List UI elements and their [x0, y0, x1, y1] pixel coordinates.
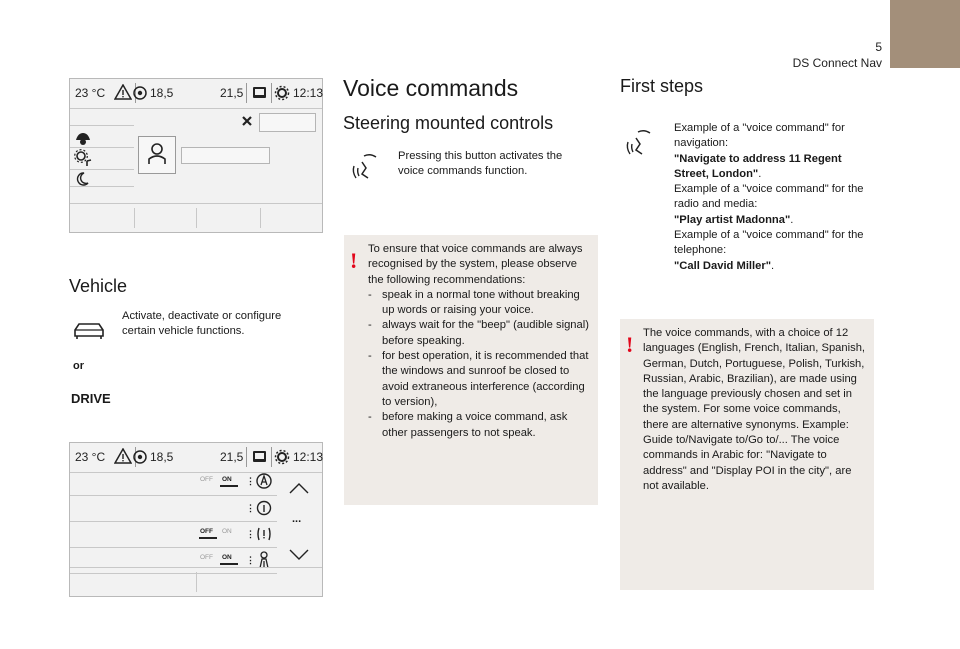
- right-temp-setting: 21,5: [220, 450, 244, 464]
- bottom-bar: [70, 567, 322, 596]
- settings-icon: [274, 85, 290, 101]
- drive-button-label: DRIVE: [71, 391, 111, 406]
- toggle-track[interactable]: [199, 537, 217, 539]
- toggle-on-label: ON: [222, 476, 232, 483]
- row-menu-icon: ⋮: [246, 503, 255, 513]
- list-item: - always wait for the "beep" (audible signal) before speaking.: [368, 319, 589, 347]
- phone-icon: [251, 85, 269, 101]
- sound-settings-icon[interactable]: [74, 149, 94, 167]
- toggle-on-label: ON: [222, 528, 232, 535]
- voice-command-examples: [674, 121, 864, 274]
- voice-button-description: Pressing this button activates the voice commands function.: [398, 150, 563, 178]
- left-temp-setting: 18,5: [150, 86, 174, 100]
- vehicle-settings-icon[interactable]: [74, 130, 92, 146]
- voice-recommendations-note: [344, 235, 598, 505]
- status-bar: [70, 79, 322, 109]
- vehicle-title: Vehicle: [69, 276, 128, 296]
- right-temp-setting: 21,5: [220, 86, 244, 100]
- row-menu-icon: ⋮: [246, 555, 255, 565]
- vehicle-description: Activate, deactivate or configure certain vehicle functions.: [122, 310, 282, 338]
- example-navigation-command: "Navigate to address 11 Regent Street, London".: [674, 152, 842, 180]
- clock-readout: 12:13: [293, 86, 324, 100]
- toggle-off-label: OFF: [200, 528, 213, 535]
- phone-icon: [251, 449, 269, 465]
- warning-icon: [114, 448, 132, 464]
- voice-command-button-icon: [624, 128, 660, 158]
- driving-functions-screen-mockup: [69, 442, 323, 597]
- vehicle-icon: [72, 318, 106, 342]
- or-label: or: [73, 360, 84, 372]
- warning-mark: !: [626, 332, 634, 357]
- voice-command-button-icon: [350, 152, 386, 182]
- toggle-off-label: OFF: [200, 554, 213, 561]
- status-bar: [70, 443, 322, 473]
- voice-commands-title: Voice commands: [343, 75, 519, 101]
- profile-name-field[interactable]: [259, 113, 316, 132]
- languages-note-text: The voice commands, with a choice of 12 languages (English, French, Italian, Spanish, German, Dutch, Portuguese, Polish, Turkish, Russian, Arabic, Brazilian), are made using the language previously chosen and set in the system. For some voice commands, there are alternative synonyms. Example: Guide to/Navigate to/Go to/... The voice commands in Arabic for: "Navigate to address" and "Display POI in the city", are not available.: [643, 327, 866, 492]
- clock-readout: 12:13: [293, 450, 324, 464]
- list-item: - before making a voice command, ask other passengers to not speak.: [368, 411, 568, 439]
- more-options[interactable]: ...: [292, 513, 302, 525]
- toggle-off-label: OFF: [200, 476, 213, 483]
- night-mode-icon[interactable]: [74, 171, 90, 187]
- climate-icon: [132, 449, 148, 465]
- example-navigation-label: Example of a "voice command" for navigation:: [674, 122, 845, 150]
- warning-mark: !: [350, 248, 358, 273]
- vehicle-screen-mockup: [69, 78, 323, 233]
- languages-note: [620, 319, 874, 590]
- section-title: DS Connect Nav: [792, 56, 882, 70]
- list-item: - speak in a normal tone without breaking up words or raising your voice.: [368, 288, 580, 317]
- climate-icon: [132, 85, 148, 101]
- example-telephone-label: Example of a "voice command" for the telephone:: [674, 229, 864, 257]
- list-item: - for best operation, it is recommended that the windows and sunroof be closed to avoid extraneous interference (according to version),: [368, 350, 589, 408]
- toggle-track[interactable]: [220, 563, 238, 565]
- steering-controls-subtitle: Steering mounted controls: [343, 113, 554, 133]
- note-intro: To ensure that voice commands are always recognised by the system, please observe the following recommendations:: [368, 243, 583, 286]
- bottom-bar: [70, 203, 322, 232]
- left-temp-setting: 18,5: [150, 450, 174, 464]
- page-corner-tab: [890, 0, 960, 68]
- settings-icon: [274, 449, 290, 465]
- page-number: 5: [875, 40, 882, 54]
- auto-feature-icon[interactable]: [255, 471, 273, 491]
- user-profile-icon: [139, 137, 175, 173]
- example-media-label: Example of a "voice command" for the radio and media:: [674, 183, 864, 211]
- scroll-up-icon[interactable]: [288, 481, 310, 495]
- toggle-on-label: ON: [222, 554, 232, 561]
- example-media-command: "Play artist Madonna".: [674, 213, 794, 226]
- temperature-readout: 23 °C: [75, 86, 106, 100]
- first-steps-title: First steps: [620, 76, 704, 96]
- temperature-readout: 23 °C: [75, 450, 106, 464]
- toggle-track[interactable]: [220, 485, 238, 487]
- scroll-down-icon[interactable]: [288, 548, 310, 562]
- row-menu-icon: ⋮: [246, 529, 255, 539]
- example-telephone-command: "Call David Miller".: [674, 259, 775, 272]
- row-menu-icon: ⋮: [246, 476, 255, 486]
- profile-field[interactable]: [181, 147, 270, 164]
- tyre-pressure-icon[interactable]: [255, 524, 273, 544]
- warning-icon: [114, 84, 132, 100]
- info-feature-icon[interactable]: [255, 498, 273, 518]
- close-icon[interactable]: [241, 115, 253, 127]
- profile-button[interactable]: [138, 136, 176, 174]
